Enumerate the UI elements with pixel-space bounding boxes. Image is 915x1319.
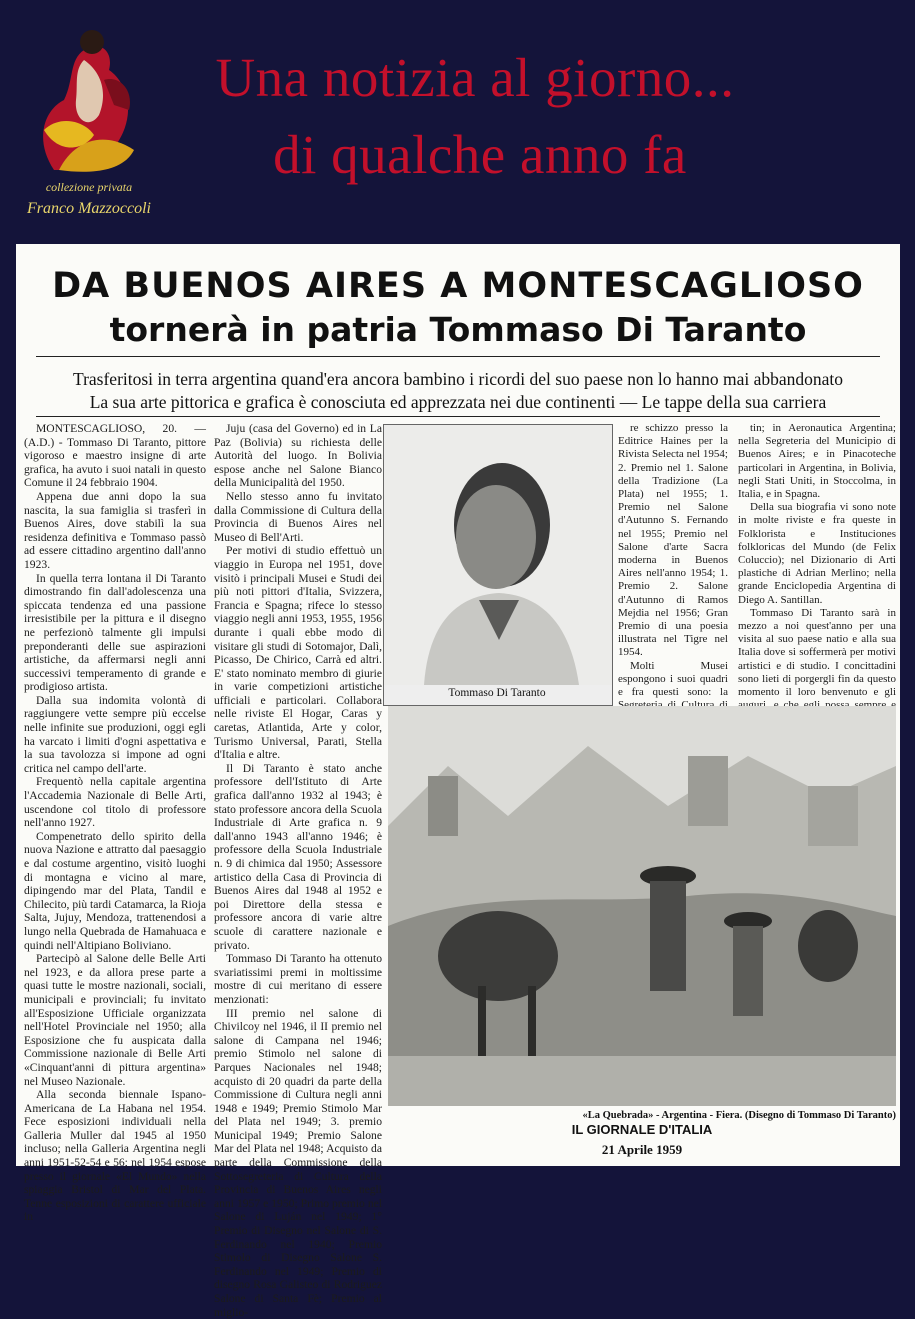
paragraph: Appena due anni dopo la sua nascita, la sua famiglia si trasferì in Buenos Aires, dove stabilì la sua residenza definitiva e Tommaso passò ad essere cittadino argentino dall'anno 1923. [24,489,206,571]
headline-line2: di qualche anno fa [273,124,687,185]
newspaper-clipping [16,244,900,1319]
paragraph: Il Di Taranto è stato anche professore dell'Istituto di Arte grafica dall'anno 1932 al 1943; è stato professore ancora della Scuola Industriale di Arte grafica n. 9 dall'anno 1943 all'anno 1946; è professore della Scuola Industriale n. 9 di chimica dal 1950; Assessore artistico della Casa di Provincia di Buenos Aires dal 1948 al 1952 e poi Direttore della stessa e professore ancora di varie altre scuole di carattere nazionale e privato. [214,761,382,952]
dancing-couple-icon [14,20,164,180]
market-drawing [388,706,896,1106]
paragraph: Tommaso Di Taranto ha ottenuto svariatissimi premi in moltissime mostre di cui meritano di essere menzionati: [214,952,382,1006]
deck-line1: Trasferitosi in terra argentina quand'era ancora bambino i ricordi del suo paese non lo hanno mai abbandonato [73,369,843,389]
paragraph: Per motivi di studio effettuò un viaggio in Europa nel 1951, dove visitò i principali Musei e Studi dei più noti pittori d'Italia, Svizzera, Francia e Spagna; rifece lo stesso viaggio negli anni 1953, 1955, 1956 durante i quali ebbe modo di visitare gli studi di Sotomajor, Dalì, Picasso, De Chirico, Carrà ed altri. E' stato nominato membro di giurie in varie competizioni artistiche ufficiali e particolari. Collabora nelle riviste El Hogar, Caras y caretas, Atlantida, Arte y color, Turismo Universal, Parati, Stella d'Italia e altre. [214,544,382,762]
paragraph: Alla seconda biennale Ispano-Americana de La Habana nel 1954. Fece esposizioni individuali nella Galleria Muller dal 1945 al 1950 incluso; nella Galleria Argentina negli anni 1951-52-54 e 56; nel 1954 espose presso il giornale «El Mundo» nella spiaggia Bristol di Mar del Plata. Tenne esposizioni di carattere ufficiale in [24,1088,206,1224]
paragraph: tin; in Aeronautica Argentina; nella Segreteria del Municipio di Buenos Aires; e in Pinacoteche particolari in Argentina, in Bolivia, negli Stati Uniti, in Stoccolma, in Italia, e in Spagna. [738,422,896,501]
logo-caption-line2: Franco Mazzoccoli [27,200,151,217]
deck-rule [36,416,880,417]
publication-date: 21 Aprile 1959 [601,1142,683,1157]
paragraph: Della sua biografia vi sono note in molte riviste e fra queste in Folklorista e Instituciones folkloricas del Mundo (de Felix Coluccio); nel Dizionario di Arti plastiche di Adrian Merlino; nella grande Enciclopedia Argentina di Diego A. Santillan. [738,501,896,606]
article-title: DA BUENOS AIRES A MONTESCAGLIOSO [52,266,864,306]
title-rule [36,356,880,357]
paragraph: In quella terra lontana il Di Taranto dimostrando fin dall'adolescenza una spiccata tendenza ed una passione irresistibile per la pittura e il disegno ne perfezionò talmente gli impulsi preponderanti delle sue aspirazioni artistiche, da affermarsi negli anni successivi temperamento di grande e prodigioso artista. [24,571,206,694]
article-column-2 [214,422,382,1319]
deck-line2: La sua arte pittorica e grafica è conosciuta ed apprezzata nei due continenti — Le tappe della sua carriera [89,392,827,412]
article-subtitle: tornerà in patria Tommaso Di Taranto [109,310,807,349]
paragraph: re schizzo presso la Editrice Haines per la Rivista Selecta nel 1954; 2. Premio nel 1. Salone della Tradizione (La Plata) nel 1955; 1. Premio nel Salone d'Autunno S. Fernando nel 1955; Premio nel Salone d'arte Sacra moderna in Buenos Aires nell'anno 1954; 1. Premio 2. Salone d'Autunno di Ramos Mejdia nel 1956; Gran Premio di una poesia illustrata nel Tigre nel 1954. [618,422,728,659]
article-column-4 [738,422,896,699]
article-column-3 [618,422,728,699]
paragraph: Tommaso Di Taranto sarà in mezzo a noi quest'anno per una visita al suo paese natio e alla sua Italia dove si soffermerà per motivi artistici e di studio. I concittadini sono lieti di porgergli fin da questo momento il loro benvenuto e gli [738,606,896,699]
paragraph: Frequentò nella capitale argentina l'Accademia Nazionale di Belle Arti, uscendone col titolo di professore nell'anno 1927. [24,775,206,830]
paragraph: MONTESCAGLIOSO, 20. — (A.D.) - Tommaso Di Taranto, pittore vigoroso e maestro insigne di arte grafica, ha avuto i suoi natali in questo Comune il 24 febbraio 1904. [24,422,206,490]
newspaper-source: IL GIORNALE D'ITALIA [571,1122,713,1137]
article-column-1 [24,422,206,1224]
headline-line1: Una notizia al giorno... [215,47,735,108]
paragraph: Molti Musei espongono i suoi quadri e fra questi sono: la [618,659,728,699]
photo-caption: Tommaso Di Taranto [448,687,546,699]
paragraph: Dalla sua indomita volontà di raggiungere vette sempre più eccelse nelle infinite sue produzioni, oggi egli ha varcato i limiti d'ogni aspettativa e la sua tavolozza si impone ad ogni critica nel campo dell'arte. [24,693,206,775]
paragraph: Compenetrato dello spirito della nuova Nazione e attratto dal paesaggio e dal costume argentino, visitò luoghi di montagna e vicino al mare, dipingendo mar del Plata, Tandil e Chilecito, più tardi Catamarca, la Rioja Salta, Jujuy, Mendoza, trattenendosi a lungo nella Quebrada de Hamahuaca e quindi nell'Altipiano Boliviano. [24,829,206,952]
portrait-photo [383,424,613,706]
drawing-caption: «La Quebrada» - Argentina - Fiera. (Disegno di Tommaso Di Taranto) [582,1110,896,1121]
collection-logo [14,20,164,225]
paragraph: III premio nel salone di Chivilcoy nel 1946, il II premio nel salone di Campana nel 1946; premio Stimolo nel salone di Parques Nacionales nel 1948; acquisto di 20 quadri da parte della Commissione di Cultura negli anni 1948 e 1949; Premio Stimolo Mar del Plata nel 1949; 3. premio Municipal 1949; Premio Salone Mar del Plata nel 1948; Acquisto da parte della Commissione della Sottosegreteria di Cultura della Provincia di Buenos Aires negli anni 1957 e 1950; Primo premio nel Salone di Luján nel 1949; 1° Premio di Disegno nel Salone di S. Ferdinando nel 1940; Premio Stimolo di Disegno Salone S. Ferdinando nel 1949; Premio di disegno Rosa Galisteo di Rodriguez Salone di Santa Fè; Premio al miglio- [214,1006,382,1319]
paragraph: Partecipò al Salone delle Belle Arti nel 1923, e da allora prese parte a quasi tutte le mostre nazionali, sociali, municipali e provinciali; fu invitato all'Esposizione Ufficiale organizzata nell'Hotel Provinciale nel 1950; alla Esposizione che fu auspicata dalla Commissione nazionale di Belle Arti «Cinquant'anni di pittura argentina» nel Museo Nazionale. [24,952,206,1088]
paragraph: Juju (casa del Governo) ed in La Paz (Bolivia) su richiesta delle Autorità del luogo. In Bolivia espose anche nel Salone Bianco della Municipalità del 1950. [214,422,382,490]
paragraph: Nello stesso anno fu invitato dalla Commissione di Cultura della Provincia di Buenos Aires nel Museo di Bell'Arti. [214,489,382,544]
logo-caption-line1: collezione privata [45,180,133,194]
